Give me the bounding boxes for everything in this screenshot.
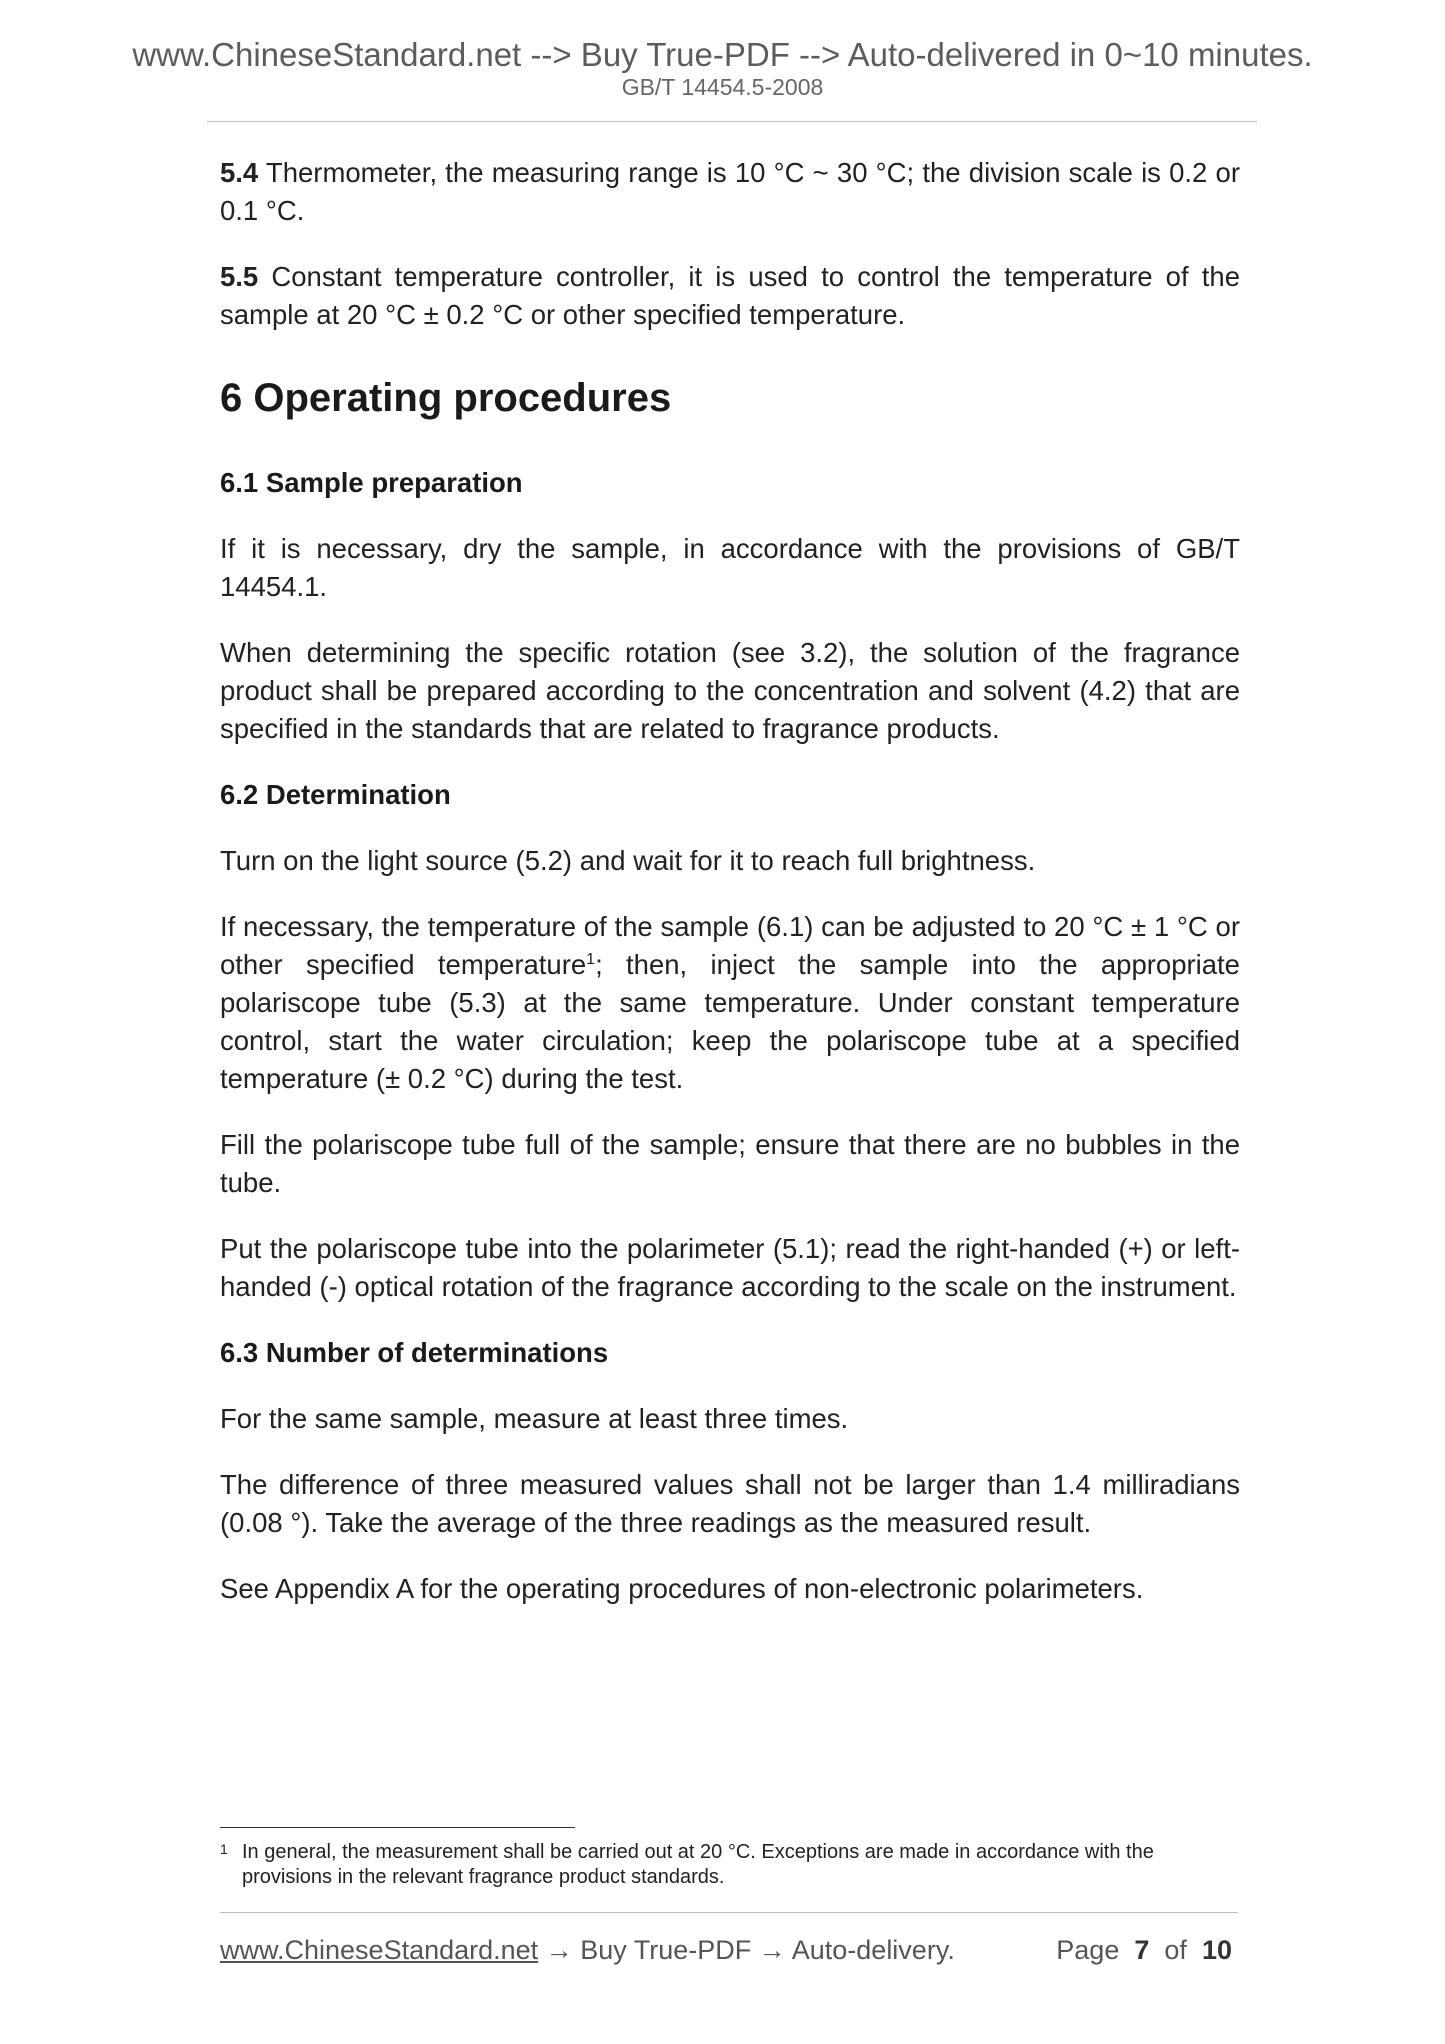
paragraph-6-2-b-end: ; then, inject the sample into the appropriate polariscope tube (5.3) at the same temperature. Under constant temperature control, start the water circulation; keep the polariscope tube at a specified temperature (± 0.2 °C) during the test. — [220, 949, 1240, 1094]
footnote-divider — [220, 1827, 575, 1828]
paragraph-6-2-b-start: If necessary, the temperature of the sample (6.1) can be adjusted to 20 °C ± 1 °C or other specified temperature — [220, 911, 1240, 980]
clause-5-4-number: 5.4 — [220, 157, 259, 188]
footnote-reference[interactable]: 1 — [586, 950, 596, 968]
paragraph-6-2-b — [220, 908, 1240, 1098]
paragraph-6-2-c: Fill the polariscope tube full of the sample; ensure that there are no bubbles in the tube. — [220, 1129, 1240, 1198]
clause-5-5-text: Constant temperature controller, it is used to control the temperature of the sample at 20 °C ± 0.2 °C or other specified temperature. — [220, 261, 1240, 330]
page-content — [220, 154, 1240, 1636]
of-label: of — [1164, 1935, 1187, 1965]
standard-code: GB/T 14454.5-2008 — [621, 74, 824, 100]
paragraph-6-3-a: For the same sample, measure at least three times. — [220, 1403, 849, 1434]
header-divider — [207, 121, 1257, 122]
page-number: 7 — [1134, 1935, 1150, 1965]
paragraph-6-1-b: When determining the specific rotation (see 3.2), the solution of the fragrance product shall be prepared according to the concentration and solvent (4.2) that are specified in the standards that are related to fragrance products. — [220, 637, 1240, 744]
page-label: Page — [1056, 1935, 1120, 1965]
subsection-6-3-heading: 6.3 Number of determinations — [220, 1337, 609, 1368]
footnote-text: In general, the measurement shall be carried out at 20 °C. Exceptions are made in accordance with the provisions in the relevant fragrance product standards. — [242, 1841, 1154, 1888]
clause-5-5-number: 5.5 — [220, 261, 259, 292]
footer-divider — [220, 1912, 1238, 1913]
paragraph-6-2-a: Turn on the light source (5.2) and wait for it to reach full brightness. — [220, 845, 1036, 876]
clause-5-4 — [220, 154, 1240, 230]
paragraph-6-2-d: Put the polariscope tube into the polarimeter (5.1); read the right-handed (+) or left-handed (-) optical rotation of the fragrance according to the scale on the instrument. — [220, 1233, 1240, 1302]
clause-5-5 — [220, 258, 1240, 334]
subsection-6-2-heading: 6.2 Determination — [220, 779, 451, 810]
footer-promo-text: → Buy True-PDF → Auto-delivery. — [538, 1935, 955, 1965]
total-pages: 10 — [1201, 1935, 1232, 1965]
header-banner: www.ChineseStandard.net --> Buy True-PDF --> Auto-delivered in 0~10 minutes. — [132, 36, 1313, 73]
subsection-6-1-heading: 6.1 Sample preparation — [220, 467, 523, 498]
footer-promo — [220, 1937, 955, 1964]
footnote — [220, 1840, 1240, 1890]
paragraph-6-3-b: The difference of three measured values shall not be larger than 1.4 milliradians (0.08 °). Take the average of the three readings as the measured result. — [220, 1469, 1240, 1538]
page-indicator — [1056, 1937, 1232, 1964]
clause-5-4-text: Thermometer, the measuring range is 10 °C ~ 30 °C; the division scale is 0.2 or 0.1 °C. — [220, 157, 1240, 226]
section-6-heading: 6 Operating procedures — [220, 376, 672, 420]
footer-site-link[interactable]: www.ChineseStandard.net — [220, 1935, 539, 1965]
paragraph-6-1-a: If it is necessary, dry the sample, in accordance with the provisions of GB/T 14454.1. — [220, 533, 1240, 602]
footnote-mark: 1 — [220, 1841, 228, 1857]
paragraph-6-3-c: See Appendix A for the operating procedures of non-electronic polarimeters. — [220, 1573, 1144, 1604]
